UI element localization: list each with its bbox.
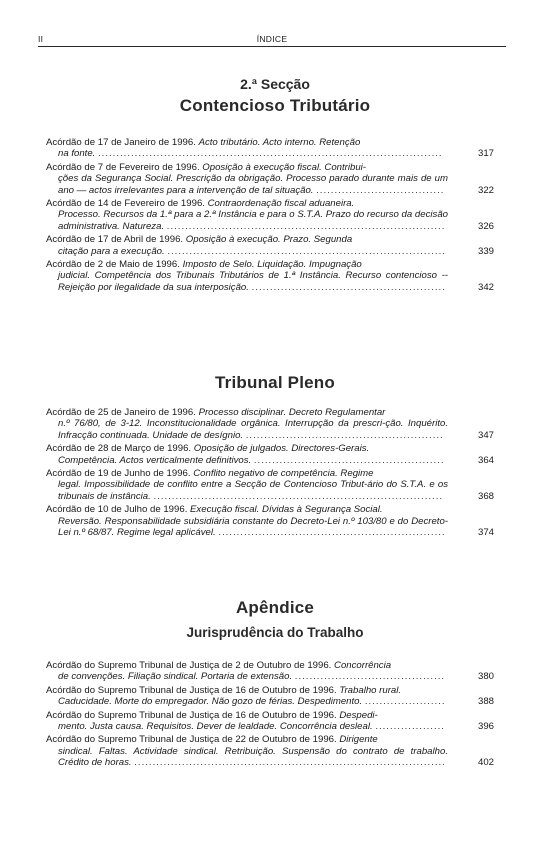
entry-page-number: 347 xyxy=(477,429,494,441)
leader-dots: ...................................................... xyxy=(245,429,444,441)
index-entry xyxy=(46,710,494,733)
entry-description-first: Oposição à execução fiscal. Contribui- xyxy=(202,161,366,173)
entry-page-number: 342 xyxy=(477,281,494,293)
entry-description-rest: na fonte. xyxy=(58,148,96,160)
section-subtitle: Jurisprudência do Trabalho xyxy=(186,625,364,640)
entry-page-number: 396 xyxy=(477,721,494,733)
entry-lead: Acórdão do Supremo Tribunal de Justiça de 2 de Outubro de 1996. xyxy=(46,660,332,671)
leader-dots: ...................... xyxy=(364,696,446,708)
page-number: II xyxy=(38,34,44,44)
section-title-pleno: Tribunal Pleno xyxy=(215,373,335,392)
index-entry xyxy=(46,234,494,257)
entry-description-first: Trabalho rural. xyxy=(339,684,402,696)
index-entry xyxy=(46,734,494,768)
entry-page-number: 326 xyxy=(477,220,494,232)
entry-description-rest: citação para a execução. xyxy=(58,245,165,257)
entry-page-number: 402 xyxy=(477,757,494,769)
entry-page-number: 380 xyxy=(477,671,494,683)
leader-dots: ............................................................................... xyxy=(153,490,444,502)
leader-dots: .............................................................................................. xyxy=(98,148,443,160)
index-entry xyxy=(46,162,494,196)
entry-description-rest: mento. Justa causa. Requisitos. Dever de lealdade. Concorrência desleal. xyxy=(58,721,373,733)
entry-page-number: 339 xyxy=(477,245,494,257)
entry-page-number: 374 xyxy=(477,527,494,539)
index-entry xyxy=(46,259,494,293)
entry-lead: Acórdão de 2 de Maio de 1996. xyxy=(46,259,180,271)
entry-lead: Acórdão de 17 de Janeiro de 1996. xyxy=(46,137,196,148)
entry-lead: Acórdão de 19 de Junho de 1996. xyxy=(46,468,191,480)
entries-section2 xyxy=(46,407,494,540)
section-title-contencioso: Contencioso Tributário xyxy=(179,96,371,115)
running-title: ÍNDICE xyxy=(256,34,288,44)
entry-lead: Acórdão de 17 de Abril de 1996. xyxy=(46,234,184,246)
index-entry xyxy=(46,468,494,502)
entry-page-number: 364 xyxy=(477,454,494,466)
entry-description-rest: n.º 76/80, de 3-12. Inconstitucionalidade orgânica. Interrupção da prescri-ção. Inquérito. Infracção continuada. Unidade de desígnio. xyxy=(58,418,448,441)
entry-description-first: Oposição à execução. Prazo. Segunda xyxy=(185,234,353,246)
entry-description-rest: legal. Impossibilidade de conflito entre a Secção de Contencioso Tribut-ário do S.T.A. e os tribunais de instância. xyxy=(58,479,448,502)
leader-dots: ............................................................................ xyxy=(166,220,446,232)
entry-page-number: 388 xyxy=(477,696,494,708)
entry-description-rest: Processo. Recursos da 1.ª para a 2.ª Instância e para o S.T.A. Prazo do recurso da decisão administrativa. Natureza. xyxy=(58,209,448,232)
index-entry xyxy=(46,660,494,683)
entry-description-rest: ções da Segurança Social. Prescrição da obrigação. Processo parado durante mais de um ano — actos irrelevantes para a intervenção de tal situação. xyxy=(58,173,448,196)
entry-description-rest: sindical. Faltas. Actividade sindical. Retribuição. Suspensão do contrato de trabalho. Crédito de horas. xyxy=(58,745,448,769)
leader-dots: ............................................................................ xyxy=(167,245,446,257)
entry-lead: Acórdão de 25 de Janeiro de 1996. xyxy=(46,407,196,418)
leader-dots: ................... xyxy=(375,721,445,733)
entry-description-first: Concorrência xyxy=(334,660,392,671)
entry-description-first: Dirigente xyxy=(339,734,378,746)
entry-lead: Acórdão do Supremo Tribunal de Justiça de 16 de Outubro de 1996. xyxy=(46,684,337,696)
entry-description-rest: de convenções. Filiação sindical. Portaria de extensão. xyxy=(58,671,293,683)
entry-description-first: Acto tributário. Acto interno. Retenção xyxy=(198,137,361,148)
section-kicker: 2.ª Secção xyxy=(240,76,310,92)
leader-dots: ..................................................... xyxy=(251,281,446,293)
entry-lead: Acórdão do Supremo Tribunal de Justiça de 22 de Outubro de 1996. xyxy=(46,734,337,746)
entry-lead: Acórdão de 28 de Março de 1996. xyxy=(46,443,192,455)
entry-description-first: Conflito negativo de competência. Regime xyxy=(193,468,374,480)
section-title-apendice: Apêndice xyxy=(235,598,315,617)
entry-description-rest: Reversão. Responsabilidade subsidiária constante do Decreto-Lei n.º 103/80 e do Decreto-Lei n.º 68/87. Regime legal aplicável. xyxy=(58,515,448,539)
entry-description-first: Processo disciplinar. Decreto Regulamentar xyxy=(198,407,386,418)
entries-section3 xyxy=(46,660,494,771)
index-entry xyxy=(46,198,494,232)
entry-page-number: 317 xyxy=(477,148,494,160)
entry-page-number: 322 xyxy=(477,184,494,196)
entry-page-number: 368 xyxy=(477,490,494,502)
index-entry xyxy=(46,443,494,466)
entry-lead: Acórdão do Supremo Tribunal de Justiça de 16 de Outubro de 1996. xyxy=(46,709,337,721)
leader-dots: ................................... xyxy=(316,184,445,196)
entry-description-first: Contraordenação fiscal aduaneira. xyxy=(207,198,355,210)
entry-lead: Acórdão de 14 de Fevereiro de 1996. xyxy=(46,198,205,210)
index-entry xyxy=(46,137,494,160)
entry-description-first: Execução fiscal. Dívidas à Segurança Social. xyxy=(190,504,383,516)
index-entry xyxy=(46,407,494,441)
entry-description-rest: judicial. Competência dos Tribunais Tributários de 1.ª Instância. Recurso contencioso -- Rejeição por ilegalidade da sua interposição. xyxy=(58,270,448,293)
index-entry xyxy=(46,504,494,538)
entries-section1 xyxy=(46,137,494,295)
entry-lead: Acórdão de 10 de Julho de 1996. xyxy=(46,504,188,516)
entry-lead: Acórdão de 7 de Fevereiro de 1996. xyxy=(46,161,200,173)
running-header xyxy=(38,30,506,47)
entry-description-first: Despedi- xyxy=(339,709,378,721)
entry-description-first: Oposição de julgados. Directores-Gerais. xyxy=(193,443,370,455)
entry-description-rest: Competência. Actos verticalmente definitivos. xyxy=(58,454,252,466)
entry-description-rest: Caducidade. Morte do empregador. Não gozo de férias. Despedimento. xyxy=(58,696,363,708)
leader-dots: .................................................... xyxy=(253,454,445,466)
entry-description-first: Imposto de Selo. Liquidação. Impugnação xyxy=(182,259,362,271)
leader-dots: ..................................................................................... xyxy=(134,757,446,769)
leader-dots: ......................................... xyxy=(294,671,446,683)
leader-dots: .............................................................. xyxy=(218,527,446,539)
index-entry xyxy=(46,685,494,708)
